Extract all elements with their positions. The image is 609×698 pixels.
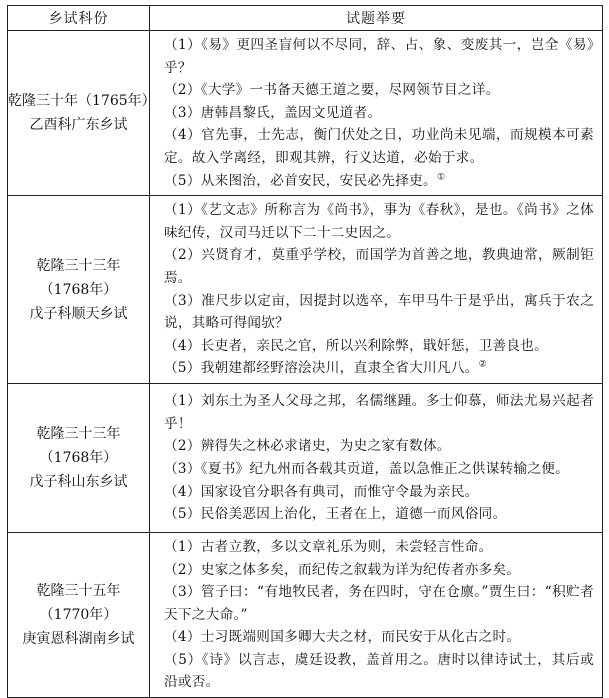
question-item: （1）刘东土为圣人父母之邦，名儒继踵。多士仰慕，师法尤易兴起者乎！ bbox=[164, 393, 594, 432]
table-row bbox=[8, 383, 603, 532]
questions-cell bbox=[150, 31, 603, 196]
footnote-marker: ② bbox=[478, 359, 487, 370]
exam-name: 庚寅恩科湖南乡试 bbox=[22, 630, 135, 647]
question-item: （1）古者立教，多以文章礼乐为则，未尝轻言性命。 bbox=[164, 538, 493, 555]
exam-year: （1770年） bbox=[39, 606, 118, 623]
question-text: （5）我朝建都经野溶浍决川，直隶全省大川凡八。 bbox=[164, 360, 479, 377]
question-item: （3）《夏书》纪九州而各载其贡道，盖以急惟正之供谋转输之便。 bbox=[164, 460, 570, 477]
question-text: （5）从来图治，必首安民，安民必先择吏。 bbox=[164, 172, 437, 189]
exam-name: 乙酉科广东乡试 bbox=[29, 117, 128, 134]
exam-session-cell bbox=[8, 532, 150, 697]
question-item: （5）民俗美恶因上治化，王者在上，道德一而风俗同。 bbox=[164, 506, 507, 523]
question-item: （1）《易》更四圣盲何以不尽同，辞、占、象、变废其一，岂全《易》乎？ bbox=[164, 37, 594, 76]
question-item: （5）《诗》以言志，虞廷设教，盖首用之。唐时以律诗试士，其后或沿或否。 bbox=[164, 651, 594, 691]
questions-cell bbox=[150, 196, 603, 384]
exam-year: 乾隆三十年（1765年） bbox=[8, 93, 156, 110]
table-row bbox=[8, 196, 603, 384]
question-item: （2）辨得失之林必求诸史，为史之家有数体。 bbox=[164, 438, 451, 455]
exam-title: 乾隆三十五年 bbox=[36, 582, 121, 599]
table-row bbox=[8, 31, 603, 196]
exam-session-cell bbox=[8, 196, 150, 384]
header-exam-session: 乡试科份 bbox=[8, 6, 150, 31]
exam-session-cell bbox=[8, 383, 150, 532]
question-item: （1）《艺文志》所称言为《尚书》，事为《春秋》，是也。《尚书》之体味纪传，汉司马迁以下二十二史因之。 bbox=[164, 202, 594, 241]
question-item: （4）官先事，士先志，衡门伏处之日，功业尚未见端，而规模本可素定。故入学离经，即观其辨，行义达道，必始于求。 bbox=[164, 127, 594, 166]
exam-year: （1768年） bbox=[39, 281, 118, 298]
exam-name: 戊子科顺天乡试 bbox=[29, 305, 128, 322]
question-item: （3）唐韩昌黎氏，盖因文见道者。 bbox=[164, 104, 382, 121]
questions-cell bbox=[150, 532, 603, 697]
question-item: （3）管子曰：“有地牧民者，务在四时，守在仓廪。”贾生曰：“积贮者天下之大命。” bbox=[164, 584, 594, 623]
question-item: （4）长吏者，亲民之官，所以兴利除弊，戢奸惩，卫善良也。 bbox=[164, 337, 549, 354]
questions-cell bbox=[150, 383, 603, 532]
question-item: （4）士习既端则国多卿大夫之材，而民安于从化古之时。 bbox=[164, 629, 521, 646]
question-item bbox=[164, 170, 594, 193]
exam-name: 戊子科山东乡试 bbox=[29, 473, 128, 490]
exam-year: （1768年） bbox=[39, 449, 118, 466]
table-header-row bbox=[8, 6, 603, 31]
table-row bbox=[8, 532, 603, 697]
question-item: （4）国家设官分职各有典司，而惟守令最为亲民。 bbox=[164, 483, 479, 500]
question-item: （2）兴贤育才，莫重乎学校，而国学为首善之地，教典迪常，厥制钜焉。 bbox=[164, 247, 594, 286]
question-item: （2）《大学》一书备天德王道之要，尽网领节目之详。 bbox=[164, 82, 500, 99]
exam-title: 乾隆三十三年 bbox=[36, 425, 121, 442]
exam-session-cell bbox=[8, 31, 156, 196]
question-item: （2）史家之体多矣，而纪传之叙载为详为纪传者亦多矣。 bbox=[164, 561, 521, 578]
exam-questions-table bbox=[7, 5, 603, 698]
header-question-summary: 试题举要 bbox=[150, 6, 603, 31]
question-item bbox=[164, 357, 594, 380]
exam-title: 乾隆三十三年 bbox=[36, 257, 121, 274]
question-item: （3）准尺步以定亩，因提封以选卒，车甲马牛于是乎出，寓兵于农之说，其略可得闻欤？ bbox=[164, 292, 594, 332]
footnote-marker: ① bbox=[436, 172, 446, 183]
